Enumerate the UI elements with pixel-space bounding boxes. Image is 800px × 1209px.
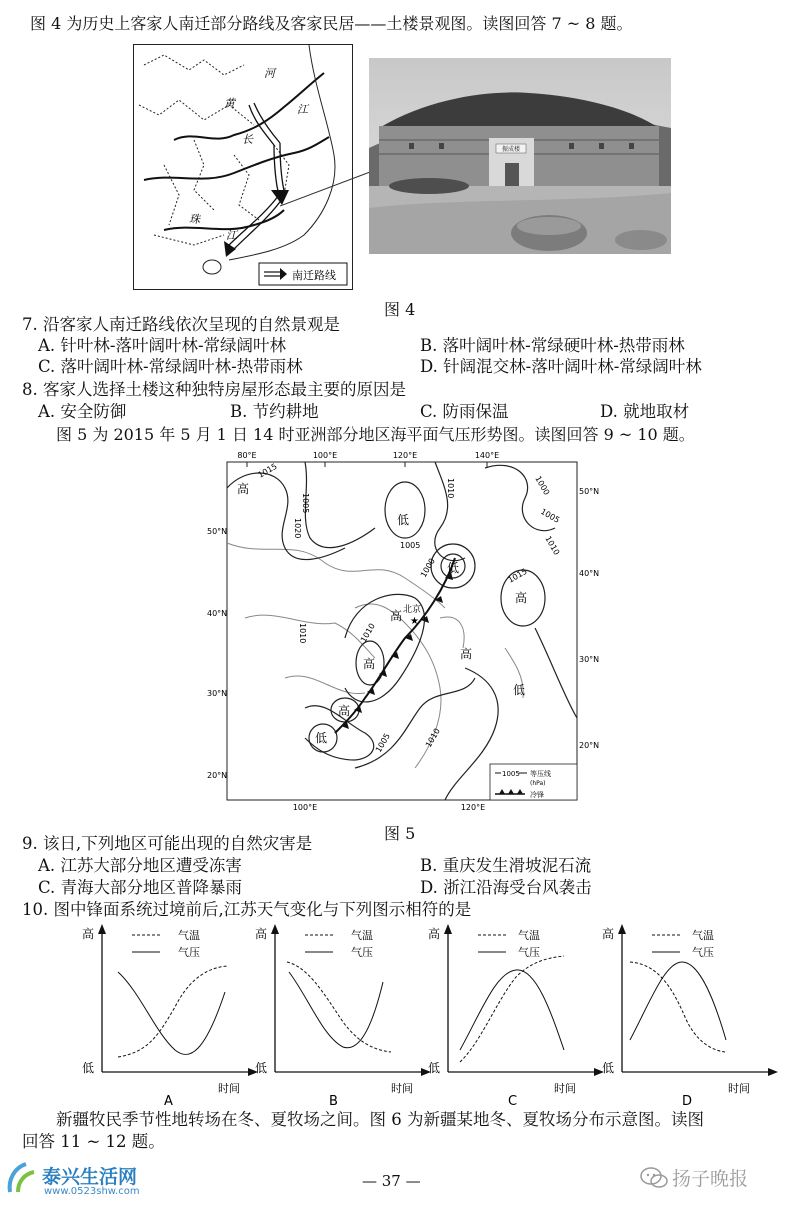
isobar-label-6: 1005 — [539, 506, 562, 525]
q7-option-c: C. 落叶阔叶林-常绿阔叶林-热带雨林 — [38, 357, 303, 376]
graph-label-c: C — [508, 1094, 518, 1106]
river-label-chang: 长 — [242, 133, 253, 146]
graph-label-a: A — [164, 1094, 173, 1106]
tulou-photo — [369, 58, 671, 254]
pressure-high-4: 高 — [363, 657, 376, 671]
isobar-label-7: 1010 — [543, 534, 562, 557]
legend-pressure: 气压 — [692, 946, 714, 959]
y-label-low: 低 — [428, 1061, 441, 1075]
q7-option-b: B. 落叶阔叶林-常绿硬叶林-热带雨林 — [420, 336, 685, 355]
migration-map-svg — [134, 45, 352, 289]
lat-left-30: 30°N — [207, 689, 228, 698]
figure4-caption: 图 4 — [384, 300, 416, 319]
q8-stem: 8. 客家人选择土楼这种独特房屋形态最主要的原因是 — [22, 380, 406, 399]
river-label-jiang2: 江 — [226, 229, 237, 242]
connector-line — [280, 170, 380, 210]
pressure-high-6: 高 — [338, 704, 351, 718]
isobar-label-1: 1005 — [301, 493, 310, 514]
isobar-label-13: 1010 — [423, 726, 442, 749]
legend-pressure: 气压 — [178, 946, 200, 959]
pressure-low-1: 低 — [397, 513, 410, 527]
lat-left-40: 40°N — [207, 609, 228, 618]
lat-right-20: 20°N — [579, 741, 600, 750]
outro-line2: 回答 11 ~ 12 题。 — [22, 1132, 165, 1151]
isobar-label-8: 1015 — [506, 566, 529, 585]
legend-unit: (hPa) — [530, 780, 546, 787]
x-label-time: 时间 — [391, 1082, 413, 1095]
lon-bottom-120: 120°E — [460, 803, 486, 812]
legend-migration-route: 南迁路线 — [292, 269, 336, 282]
lon-bottom-100: 100°E — [292, 803, 318, 812]
graph-d — [600, 922, 780, 1106]
y-label-low: 低 — [82, 1061, 95, 1075]
isobar-label-12: 1005 — [373, 731, 392, 754]
lon-top-80: 80°E — [237, 451, 257, 460]
q8-option-a: A. 安全防御 — [38, 402, 127, 421]
q8-option-c: C. 防雨保温 — [420, 402, 509, 421]
legend-front: 冷锋 — [530, 791, 544, 799]
pressure-high-2: 高 — [515, 591, 528, 605]
pressure-high-1: 高 — [237, 482, 250, 496]
isobar-label-2: 1015 — [256, 461, 279, 480]
wechat-name: 扬子晚报 — [672, 1168, 749, 1190]
page-number: — 37 — — [362, 1172, 421, 1190]
x-label-time: 时间 — [218, 1082, 240, 1095]
legend-temp: 气温 — [518, 929, 540, 942]
legend-temp: 气温 — [692, 929, 714, 942]
figure5-pressure-map — [205, 448, 600, 818]
graph-c — [426, 922, 606, 1106]
q8-option-d: D. 就地取材 — [600, 402, 690, 421]
y-label-low: 低 — [602, 1061, 615, 1075]
isobar-label-3: 1020 — [293, 518, 302, 539]
pressure-low-3: 低 — [513, 683, 526, 697]
y-label-low: 低 — [255, 1061, 268, 1075]
y-label-high: 高 — [255, 927, 268, 941]
y-label-high: 高 — [82, 927, 95, 941]
graph-label-b: B — [329, 1094, 338, 1106]
isobar-label-10: 1005 — [400, 541, 421, 550]
lon-top-100: 100°E — [312, 451, 338, 460]
lat-right-30: 30°N — [579, 655, 600, 664]
x-label-time: 时间 — [728, 1082, 750, 1095]
river-label-he: 河 — [264, 67, 275, 80]
isobar-label-4: 1010 — [446, 478, 455, 499]
city-beijing: 北京 — [403, 605, 422, 615]
site-logo-icon — [4, 1160, 40, 1196]
graph-a — [80, 922, 260, 1106]
q9-option-d: D. 浙江沿海受台风袭击 — [420, 878, 592, 897]
q7-option-d: D. 针阔混交林-落叶阔叶林-常绿阔叶林 — [420, 357, 702, 376]
figure4-map — [133, 44, 353, 290]
q9-option-b: B. 重庆发生滑坡泥石流 — [420, 856, 592, 875]
river-label-zhu: 珠 — [189, 213, 200, 226]
tulou-image-svg — [369, 58, 671, 254]
legend-pressure: 气压 — [351, 946, 373, 959]
outro-line1: 新疆牧民季节性地转场在冬、夏牧场之间。图 6 为新疆某地冬、夏牧场分布示意图。读图 — [56, 1110, 704, 1129]
q7-stem: 7. 沿客家人南迁路线依次呈现的自然景观是 — [22, 315, 340, 334]
beijing-star-icon: ★ — [410, 616, 419, 627]
isobar-label-14: 1010 — [358, 621, 377, 644]
isobar-label-5: 1000 — [533, 474, 552, 497]
legend-isobar-label: 等压线 — [530, 770, 551, 778]
lat-right-40: 40°N — [579, 569, 600, 578]
pressure-low-2: 低 — [447, 561, 460, 575]
intro-figure5: 图 5 为 2015 年 5 月 1 日 14 时亚洲部分地区海平面气压形势图。读图回答 9 ~ 10 题。 — [56, 425, 695, 444]
q9-option-a: A. 江苏大部分地区遭受冻害 — [38, 856, 242, 875]
isobar-label-11: 1000 — [418, 556, 437, 579]
legend-temp: 气温 — [178, 929, 200, 942]
q10-stem: 10. 图中锋面系统过境前后,江苏天气变化与下列图示相符的是 — [22, 900, 472, 919]
legend-pressure: 气压 — [518, 946, 540, 959]
graph-b — [253, 922, 433, 1106]
lat-left-20: 20°N — [207, 771, 228, 780]
y-label-high: 高 — [602, 927, 615, 941]
figure5-caption: 图 5 — [384, 824, 416, 843]
graph-label-d: D — [682, 1094, 693, 1106]
legend-isobar-value: 1005 — [502, 770, 520, 778]
q7-option-a: A. 针叶林-落叶阔叶林-常绿阔叶林 — [38, 336, 287, 355]
wechat-icon — [640, 1166, 668, 1190]
lat-left-50: 50°N — [207, 527, 228, 536]
river-label-huang: 黄 — [224, 97, 235, 110]
y-label-high: 高 — [428, 927, 441, 941]
pressure-high-3: 高 — [390, 609, 403, 623]
tulou-sign: 振成楼 — [501, 146, 521, 153]
site-name: 泰兴生活网 — [42, 1166, 138, 1188]
x-label-time: 时间 — [554, 1082, 576, 1095]
lon-top-140: 140°E — [474, 451, 500, 460]
legend-temp: 气温 — [351, 929, 373, 942]
lon-top-120: 120°E — [392, 451, 418, 460]
q8-option-b: B. 节约耕地 — [230, 402, 319, 421]
pressure-low-4: 低 — [315, 731, 328, 745]
q9-stem: 9. 该日,下列地区可能出现的自然灾害是 — [22, 834, 313, 853]
pressure-high-5: 高 — [460, 647, 473, 661]
lat-right-50: 50°N — [579, 487, 600, 496]
river-label-jiang: 江 — [297, 103, 308, 116]
isobar-label-9: 1010 — [298, 623, 307, 644]
pressure-map-svg — [205, 448, 600, 818]
site-url: www.0523shw.com — [44, 1186, 140, 1197]
q9-option-c: C. 青海大部分地区普降暴雨 — [38, 878, 243, 897]
intro-figure4: 图 4 为历史上客家人南迁部分路线及客家民居——土楼景观图。读图回答 7 ~ 8 题。 — [30, 14, 633, 33]
